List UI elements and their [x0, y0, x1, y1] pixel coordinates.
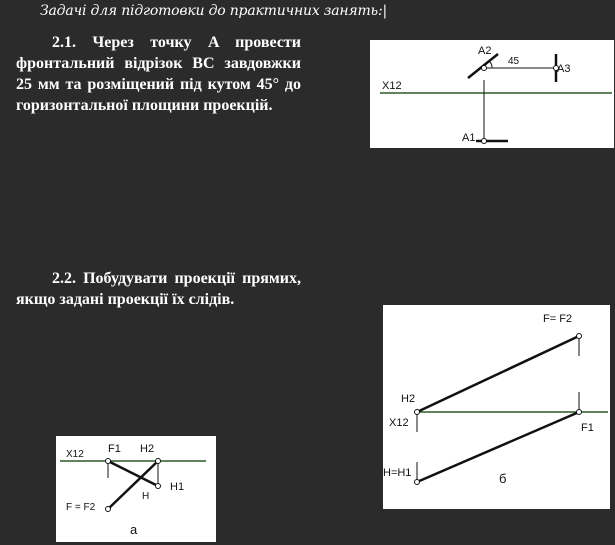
task-2-1-text: Через точку A провести фронтальний відрізок BC завдовжки 25 мм та розміщений під кутом 45° до горизонтальної площини проекцій.	[16, 34, 302, 114]
axis-label: X12	[66, 449, 84, 460]
line-lower	[417, 412, 579, 482]
label-h1: H1	[170, 481, 185, 493]
label-f: F = F2	[66, 502, 96, 513]
point-f2	[106, 507, 111, 512]
axis-label: X12	[382, 80, 402, 92]
task-2-1	[16, 32, 301, 116]
text-cursor: |	[382, 3, 388, 19]
label-h: H	[142, 491, 150, 502]
point-a1	[482, 139, 487, 144]
label-h1: H=H1	[383, 467, 412, 479]
point-h1	[415, 480, 420, 485]
task-2-2	[16, 268, 301, 310]
label-h2: H2	[401, 393, 416, 405]
figure-a	[56, 436, 216, 542]
line-x1	[108, 461, 158, 486]
line-upper	[417, 336, 579, 412]
point-h1	[156, 484, 161, 489]
point-f1	[577, 410, 582, 415]
task-2-2-number: 2.2.	[52, 270, 76, 287]
figure-frontal-segment	[370, 40, 614, 148]
angle-arc	[490, 62, 492, 68]
line-x2	[108, 461, 158, 509]
point-h2	[156, 459, 161, 464]
figure-caption: а	[130, 522, 138, 537]
point-f1	[106, 459, 111, 464]
task-2-1-number: 2.1.	[52, 34, 76, 51]
label-a2: A2	[478, 45, 492, 57]
label-45: 45	[508, 56, 520, 67]
task-2-2-text: Побудувати проекції прямих, якщо задані проекції їх слідів.	[16, 270, 301, 308]
figure-caption: б	[499, 471, 507, 486]
label-h2: H2	[140, 443, 155, 455]
point-a2	[482, 66, 487, 71]
label-a3: A3	[557, 63, 571, 75]
page-title: Задачі для підготовки до практичних занять:|	[40, 3, 388, 19]
label-f1: F1	[581, 422, 594, 434]
point-h2	[415, 410, 420, 415]
label-f: F= F2	[543, 313, 573, 325]
figure-b	[383, 305, 610, 509]
label-f1: F1	[108, 443, 121, 455]
axis-label: X12	[389, 417, 409, 429]
point-f2	[577, 334, 582, 339]
label-a1: A1	[462, 132, 476, 144]
